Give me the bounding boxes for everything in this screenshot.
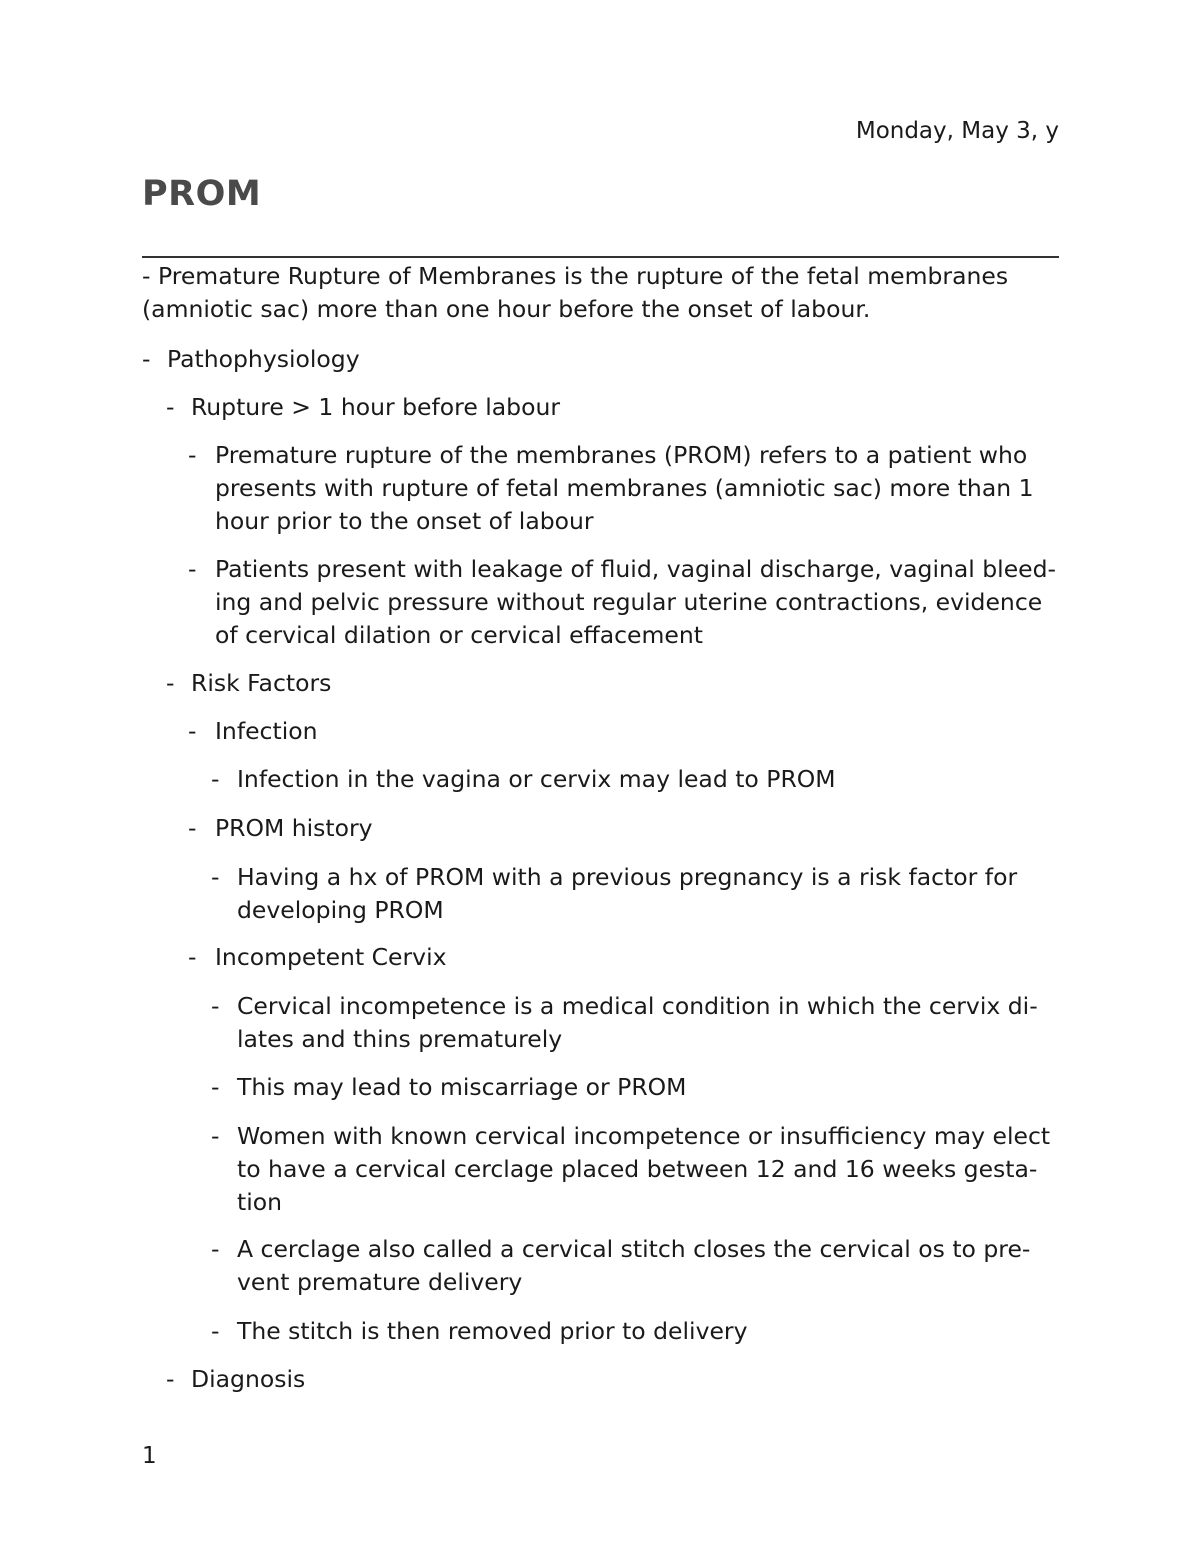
list-item-prom-history (188, 812, 1059, 845)
list-item-miscarriage (211, 1071, 1059, 1104)
list-item-infection (188, 715, 1059, 748)
list-item-stitch-removal (211, 1315, 1059, 1348)
list-item-text: Rupture > 1 hour before labour (191, 393, 561, 421)
list-item-infection-detail (211, 763, 1059, 796)
title-divider (142, 256, 1059, 258)
list-item-rupture-timing (166, 391, 1059, 424)
list-item-pathophysiology (142, 343, 1059, 376)
bullet-dash: - (166, 669, 175, 697)
page-number: 1 (142, 1443, 157, 1469)
list-item-text: This may lead to miscarriage or PROM (237, 1073, 687, 1101)
list-item-text: Infection (215, 717, 318, 745)
list-item-text: Cervical incompetence is a medical condition in which the cervix di-lates and thins prematurely (237, 992, 1038, 1053)
bullet-dash: - (211, 992, 220, 1020)
list-item-text: Infection in the vagina or cervix may lead to PROM (237, 765, 836, 793)
intro-paragraph (142, 260, 1059, 326)
bullet-dash: - (211, 863, 220, 891)
list-item-text: Having a hx of PROM with a previous pregnancy is a risk factor for developing PROM (237, 863, 1018, 924)
bullet-dash: - (211, 1122, 220, 1150)
list-item-text: Risk Factors (191, 669, 332, 697)
list-item-text: Diagnosis (191, 1365, 306, 1393)
bullet-dash: - (166, 393, 175, 421)
list-item-cervical-incompetence-definition (211, 990, 1059, 1056)
intro-text: - Premature Rupture of Membranes is the rupture of the fetal membranes (amniotic sac) more than one hour before the onset of labour. (142, 262, 1009, 323)
page-title: PROM (142, 174, 262, 214)
list-item-text: Patients present with leakage of fluid, vaginal discharge, vaginal bleed-ing and pelvic pressure without regular uterine contractions, evidence of cervical dilation or cervical effacement (215, 555, 1057, 649)
bullet-dash: - (211, 1317, 220, 1345)
bullet-dash: - (188, 717, 197, 745)
list-item-text: PROM history (215, 814, 373, 842)
list-item-incompetent-cervix (188, 941, 1059, 974)
bullet-dash: - (188, 555, 197, 583)
bullet-dash: - (211, 1073, 220, 1101)
list-item-text: Women with known cervical incompetence or insufficiency may elect to have a cervical cerclage placed between 12 and 16 weeks gesta-tion (237, 1122, 1051, 1216)
list-item-cerclage-placement (211, 1120, 1059, 1219)
list-item-presentation (188, 553, 1059, 652)
list-item-text: Pathophysiology (167, 345, 360, 373)
list-item-text: Incompetent Cervix (215, 943, 447, 971)
list-item-prom-history-detail (211, 861, 1059, 927)
bullet-dash: - (211, 765, 220, 793)
document-date: Monday, May 3, y (855, 118, 1059, 144)
list-item-cervical-stitch (211, 1233, 1059, 1299)
bullet-dash: - (211, 1235, 220, 1263)
bullet-dash: - (142, 345, 151, 373)
bullet-dash: - (188, 814, 197, 842)
list-item-diagnosis (166, 1363, 1059, 1396)
list-item-text: The stitch is then removed prior to delivery (237, 1317, 748, 1345)
bullet-dash: - (188, 441, 197, 469)
list-item-risk-factors (166, 667, 1059, 700)
list-item-text: Premature rupture of the membranes (PROM) refers to a patient who presents with rupture of fetal membranes (amniotic sac) more than 1 hour prior to the onset of labour (215, 441, 1034, 535)
bullet-dash: - (188, 943, 197, 971)
list-item-text: A cerclage also called a cervical stitch closes the cervical os to pre-vent premature delivery (237, 1235, 1031, 1296)
bullet-dash: - (166, 1365, 175, 1393)
list-item-prom-definition (188, 439, 1059, 538)
